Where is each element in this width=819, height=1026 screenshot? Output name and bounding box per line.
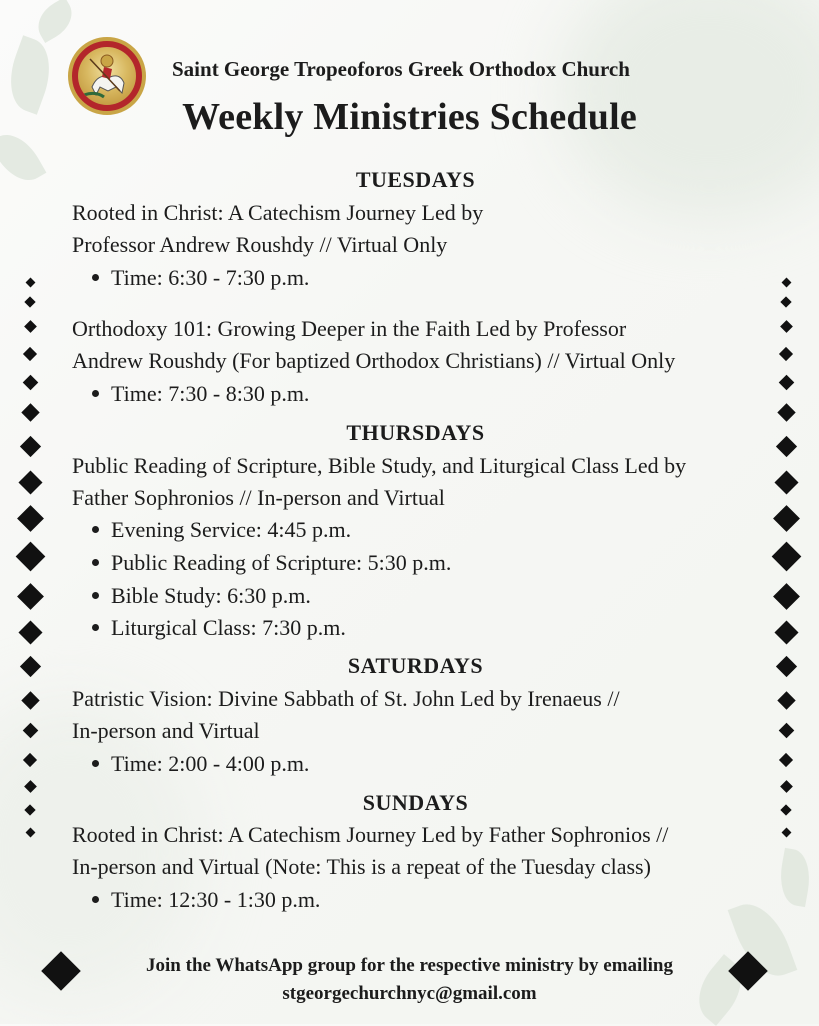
tuesday-class1-time: Time: 6:30 - 7:30 p.m. <box>111 265 310 290</box>
diamond-icon <box>774 470 798 494</box>
diamond-icon <box>781 827 791 837</box>
sunday-line2: In-person and Virtual (Note: This is a repeat of the Tuesday class) <box>72 854 651 879</box>
list-item <box>92 381 309 407</box>
tuesday-class2-time: Time: 7:30 - 8:30 p.m. <box>111 381 310 406</box>
diamond-icon <box>25 277 35 287</box>
saturday-time: Time: 2:00 - 4:00 p.m. <box>111 751 310 776</box>
diamond-icon <box>773 583 800 610</box>
heading-saturdays: SATURDAYS <box>347 653 484 678</box>
diamond-icon <box>771 541 801 571</box>
diamond-icon <box>777 403 795 421</box>
diamond-icon <box>778 374 794 390</box>
bullet-icon <box>92 760 99 767</box>
thursday-time-2: Public Reading of Scripture: 5:30 p.m. <box>111 550 452 575</box>
bullet-icon <box>92 592 99 599</box>
diamond-icon <box>781 277 791 287</box>
diamond-icon <box>774 620 798 644</box>
diamond-icon <box>18 620 42 644</box>
diamond-icon <box>24 320 37 333</box>
diamond-icon <box>780 296 791 307</box>
diamond-icon <box>15 541 45 571</box>
list-item <box>92 887 320 913</box>
diamond-icon <box>779 347 793 361</box>
church-name: Saint George Tropeoforos Greek Orthodox Church <box>172 57 630 81</box>
saturday-line1: Patristic Vision: Divine Sabbath of St. John Led by Irenaeus // <box>72 686 620 711</box>
tuesday-class2-line2: Andrew Roushdy (For baptized Orthodox Christians) // Virtual Only <box>72 348 676 373</box>
heading-tuesdays: TUESDAYS <box>355 167 476 192</box>
bullet-icon <box>92 896 99 903</box>
diamond-icon <box>24 296 35 307</box>
list-item <box>92 583 311 609</box>
diamond-icon <box>773 505 800 532</box>
heading-thursdays: THURSDAYS <box>346 420 485 445</box>
list-item <box>92 550 451 576</box>
tuesday-class1-line2: Professor Andrew Roushdy // Virtual Only <box>72 232 448 257</box>
diamond-icon <box>17 583 44 610</box>
footer-line: Join the WhatsApp group for the respective ministry by emailing <box>146 955 673 976</box>
thursday-time-4: Liturgical Class: 7:30 p.m. <box>111 615 346 640</box>
thursday-line2: Father Sophronios // In-person and Virtual <box>72 485 445 510</box>
leaf-decoration <box>30 0 80 43</box>
sunday-time: Time: 12:30 - 1:30 p.m. <box>111 887 321 912</box>
footer-email[interactable]: stgeorgechurchnyc@gmail.com <box>282 983 537 1004</box>
saturday-line2: In-person and Virtual <box>72 718 260 743</box>
diamond-icon <box>779 753 793 767</box>
diamond-icon <box>18 470 42 494</box>
diamond-icon <box>23 347 37 361</box>
list-item <box>92 615 346 641</box>
thursday-time-1: Evening Service: 4:45 p.m. <box>111 517 352 542</box>
diamond-icon <box>780 320 793 333</box>
page-title: Weekly Ministries Schedule <box>182 96 637 138</box>
heading-sundays: SUNDAYS <box>362 790 469 815</box>
tuesday-class2-line1: Orthodoxy 101: Growing Deeper in the Faith Led by Professor <box>72 316 627 341</box>
list-item <box>92 265 309 291</box>
diamond-icon <box>17 505 44 532</box>
sunday-line1: Rooted in Christ: A Catechism Journey Led by Father Sophronios // <box>72 822 669 847</box>
bullet-icon <box>92 274 99 281</box>
thursday-line1: Public Reading of Scripture, Bible Study, and Liturgical Class Led by <box>72 453 687 478</box>
diamond-icon <box>21 403 39 421</box>
bullet-icon <box>92 559 99 566</box>
bullet-icon <box>92 526 99 533</box>
diamond-icon <box>778 722 794 738</box>
leaf-decoration <box>775 848 814 907</box>
bullet-icon <box>92 390 99 397</box>
thursday-time-3: Bible Study: 6:30 p.m. <box>111 583 311 608</box>
list-item <box>92 751 309 777</box>
bullet-icon <box>92 624 99 631</box>
tuesday-class1-line1: Rooted in Christ: A Catechism Journey Led by <box>72 200 484 225</box>
list-item <box>92 517 351 543</box>
diamond-icon <box>777 691 795 709</box>
diamond-icon <box>22 374 38 390</box>
